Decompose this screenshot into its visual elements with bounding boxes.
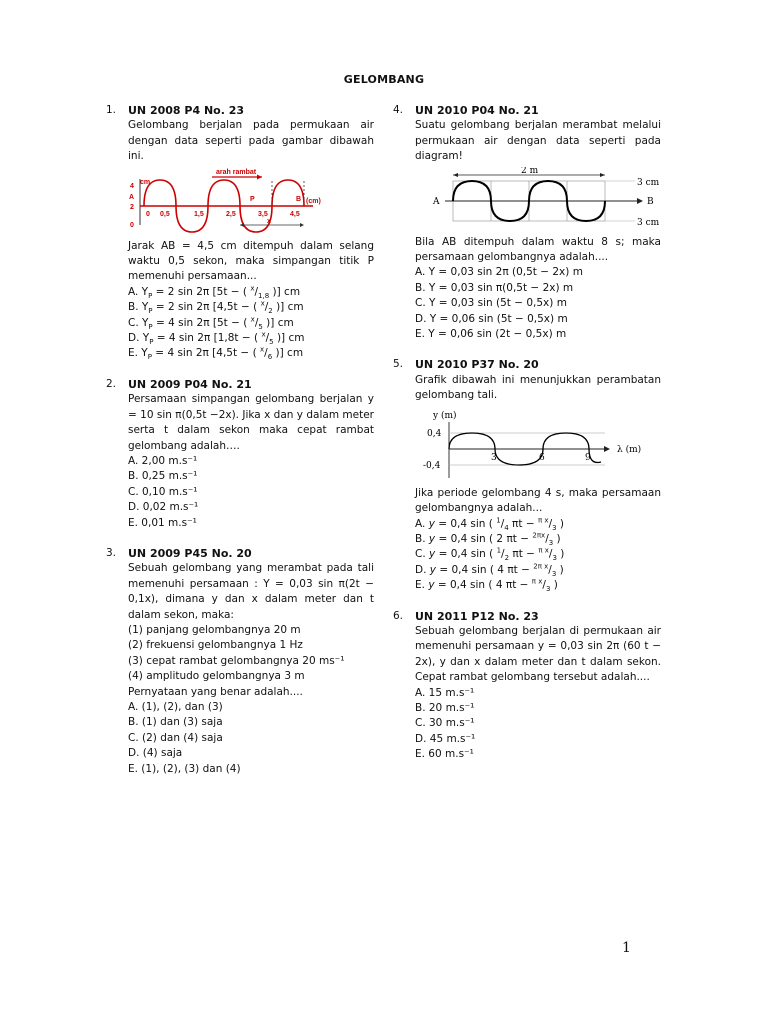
option-a[interactable]: A. y = 0,4 sin ( $^1/_4$ $\pi t - ^{\pi x}/_3$ ) <box>415 516 565 532</box>
option-b[interactable]: B. $Y_P = 2$ sin 2π [4,5t − ( $^x/_2$ )] cm <box>128 299 304 316</box>
fig-point-b: B <box>296 195 302 203</box>
question-4 <box>393 103 661 342</box>
question-number: 2. <box>106 377 117 390</box>
option-a[interactable]: A. 15 m.s⁻¹ <box>415 686 475 699</box>
question-source: UN 2008 P4 No. 23 <box>128 104 245 117</box>
option-d[interactable]: D. 0,02 m.s⁻¹ <box>128 501 199 514</box>
question-5 <box>393 357 661 593</box>
option-c[interactable]: C. y = 0,4 sin ( $^1/_2$ $\pi t - ^{\pi x}/_3$ ) <box>415 546 565 563</box>
fig-x-tick: 3 <box>491 452 497 463</box>
wave-diagram-q1 <box>128 167 328 235</box>
question-text: Persamaan simpangan gelombang berjalan y = 10 sin π(0,5t −2x). Jika x dan y dalam meter serta t dalam sekon maka cepat rambat gelombang adalah…. <box>128 393 374 452</box>
fig-x-tick: 6 <box>539 452 545 463</box>
question-number: 6. <box>393 609 404 622</box>
page-title: GELOMBANG <box>343 73 425 86</box>
fig-x-label: x <box>267 217 271 225</box>
fig-x-tick: 0 <box>146 210 150 218</box>
question-text: Suatu gelombang berjalan merambat melalui permukaan air dengan data seperti pada diagram! <box>415 119 661 163</box>
fig-top-label: 3 cm <box>637 177 660 188</box>
question-text: Grafik dibawah ini menunjukkan perambatan gelombang tali. <box>415 373 661 402</box>
option-d[interactable]: D. $Y_P = 4$ sin 2π [1,8t − ( $^x/_5$ )] cm <box>128 330 305 347</box>
question-number: 1. <box>106 104 117 116</box>
option-c[interactable]: C. 0,10 m.s⁻¹ <box>128 485 198 498</box>
option-e[interactable]: E. y = 0,4 sin ( 4 $\pi t - ^{\pi x}/_3$ ) <box>415 577 558 594</box>
question-2 <box>106 377 374 531</box>
fig-point-p: P <box>250 195 255 203</box>
fig-x-tick: 0,5 <box>160 210 170 218</box>
option-a[interactable]: A. Y = 0,03 sin 2π (0,5t − 2x) m <box>415 266 583 279</box>
question-text: Gelombang berjalan pada permukaan air dengan data seperti pada gambar dibawah ini. <box>128 119 374 163</box>
option-e[interactable]: E. 0,01 m.s⁻¹ <box>128 516 197 529</box>
option-c[interactable]: C. 30 m.s⁻¹ <box>415 717 475 730</box>
question-source: UN 2011 P12 No. 23 <box>415 609 539 623</box>
fig-x-tick: 9 <box>585 452 591 463</box>
option-b[interactable]: B. y = 0,4 sin ( 2 $\pi t - ^{2\pi x}/_3$ ) <box>415 531 561 547</box>
statement-3: (3) cepat rambat gelombangnya 20 ms⁻¹ <box>128 654 345 667</box>
question-1 <box>106 103 374 362</box>
option-d[interactable]: D. (4) saja <box>128 747 183 760</box>
question-text: Sebuah gelombang berjalan di permukaan air memenuhi persamaan y = 0,03 sin 2π (60 t − 2x), y dan x dalam meter dan t dalam sekon. Cepat rambat gelombang tersebut adalah.... <box>415 624 661 684</box>
fig-y-neg: -0,4 <box>423 460 441 471</box>
option-e[interactable]: E. $Y_P = 4$ sin 2π [4,5t − ( $^x/_6$ )] cm <box>128 345 304 362</box>
option-e[interactable]: E. Y = 0,06 sin (2t − 0,5x) m <box>415 328 567 341</box>
statement-4: (4) amplitudo gelombangnya 3 m <box>128 670 305 683</box>
fig-bottom-label: 3 cm <box>637 217 660 228</box>
fig-y-bottom: 0 <box>130 221 134 229</box>
question-source: UN 2009 P45 No. 20 <box>128 546 252 560</box>
statement-2: (2) frekuensi gelombangnya 1 Hz <box>128 639 303 652</box>
question-text-2: Bila AB ditempuh dalam waktu 8 s; maka persamaan gelombangnya adalah.... <box>415 235 661 264</box>
wave-diagram-q4 <box>415 167 661 231</box>
question-text-2: Jika periode gelombang 4 s, maka persamaan gelombangnya adalah... <box>415 486 661 515</box>
fig-x-tick: 4,5 <box>290 210 300 218</box>
option-a[interactable]: A. (1), (2), dan (3) <box>128 701 223 713</box>
statement-1: (1) panjang gelombangnya 20 m <box>128 623 301 636</box>
option-c[interactable]: C. $Y_P = 4$ sin 2π [5t − ( $^x/_5$ )] cm <box>128 315 294 331</box>
fig-y-unit: cm <box>140 178 151 186</box>
fig-length-label: 2 m <box>521 166 539 176</box>
left-column <box>106 103 374 792</box>
fig-left-label: A <box>129 193 135 201</box>
option-a[interactable]: A. $Y_P = 2$ sin 2π [5t − ( $^x/_{1,8}$ )] cm <box>128 284 301 300</box>
option-b[interactable]: B. (1) dan (3) saja <box>128 716 223 729</box>
option-d[interactable]: D. y = 0,4 sin ( 4 $\pi t - ^{2\pi x}/_3$ ) <box>415 562 564 578</box>
fig-x-unit: (cm) <box>306 197 321 205</box>
question-source: UN 2009 P04 No. 21 <box>128 377 252 391</box>
right-column <box>393 103 661 778</box>
question-6 <box>393 609 661 763</box>
question-text: Sebuah gelombang yang merambat pada tali memenuhi persamaan : Y = 0,03 sin π(2t − 0,1x), dimana y dan x dalam meter dan t dalam sekon, maka: <box>128 562 374 621</box>
fig-left-label: A <box>433 196 440 207</box>
option-e[interactable]: E. (1), (2), (3) dan (4) <box>128 762 241 775</box>
option-d[interactable]: D. 45 m.s⁻¹ <box>415 732 476 745</box>
fig-x-axis-label: λ (m) <box>617 444 642 455</box>
question-source: UN 2010 P37 No. 20 <box>415 358 539 372</box>
option-a[interactable]: A. 2,00 m.s⁻¹ <box>128 454 198 467</box>
option-c[interactable]: C. (2) dan (4) saja <box>128 731 223 744</box>
question-number: 4. <box>393 104 404 116</box>
fig-arrow-label: arah rambat <box>216 168 257 176</box>
question-text-2: Jarak AB = 4,5 cm ditempuh dalam selang waktu 0,5 sekon, maka simpangan titik P memenuhi persamaan... <box>128 239 374 283</box>
option-b[interactable]: B. 20 m.s⁻¹ <box>415 701 475 714</box>
question-number: 5. <box>393 358 404 371</box>
option-b[interactable]: B. 0,25 m.s⁻¹ <box>128 470 198 483</box>
question-text-2: Pernyataan yang benar adalah.... <box>128 685 303 698</box>
fig-x-tick: 1,5 <box>194 210 204 218</box>
fig-y-pos: 0,4 <box>427 428 442 439</box>
question-source: UN 2010 P04 No. 21 <box>415 104 539 117</box>
option-e[interactable]: E. 60 m.s⁻¹ <box>415 748 474 761</box>
option-b[interactable]: B. Y = 0,03 sin π(0,5t − 2x) m <box>415 281 574 294</box>
page-number: 1 <box>622 940 631 956</box>
wave-graph-q5 <box>415 406 661 482</box>
option-d[interactable]: D. Y = 0,06 sin (5t − 0,5x) m <box>415 312 568 325</box>
fig-y-axis-label: y (m) <box>433 410 457 421</box>
option-c[interactable]: C. Y = 0,03 sin (5t − 0,5x) m <box>415 297 567 310</box>
fig-y-top: 4 <box>130 182 134 190</box>
fig-x-tick: 2,5 <box>226 210 236 218</box>
question-number: 3. <box>106 546 117 559</box>
fig-y-mid: 2 <box>130 203 134 211</box>
fig-right-label: B <box>647 196 654 207</box>
question-3 <box>106 546 374 777</box>
fig-x-tick: 3,5 <box>258 210 268 218</box>
